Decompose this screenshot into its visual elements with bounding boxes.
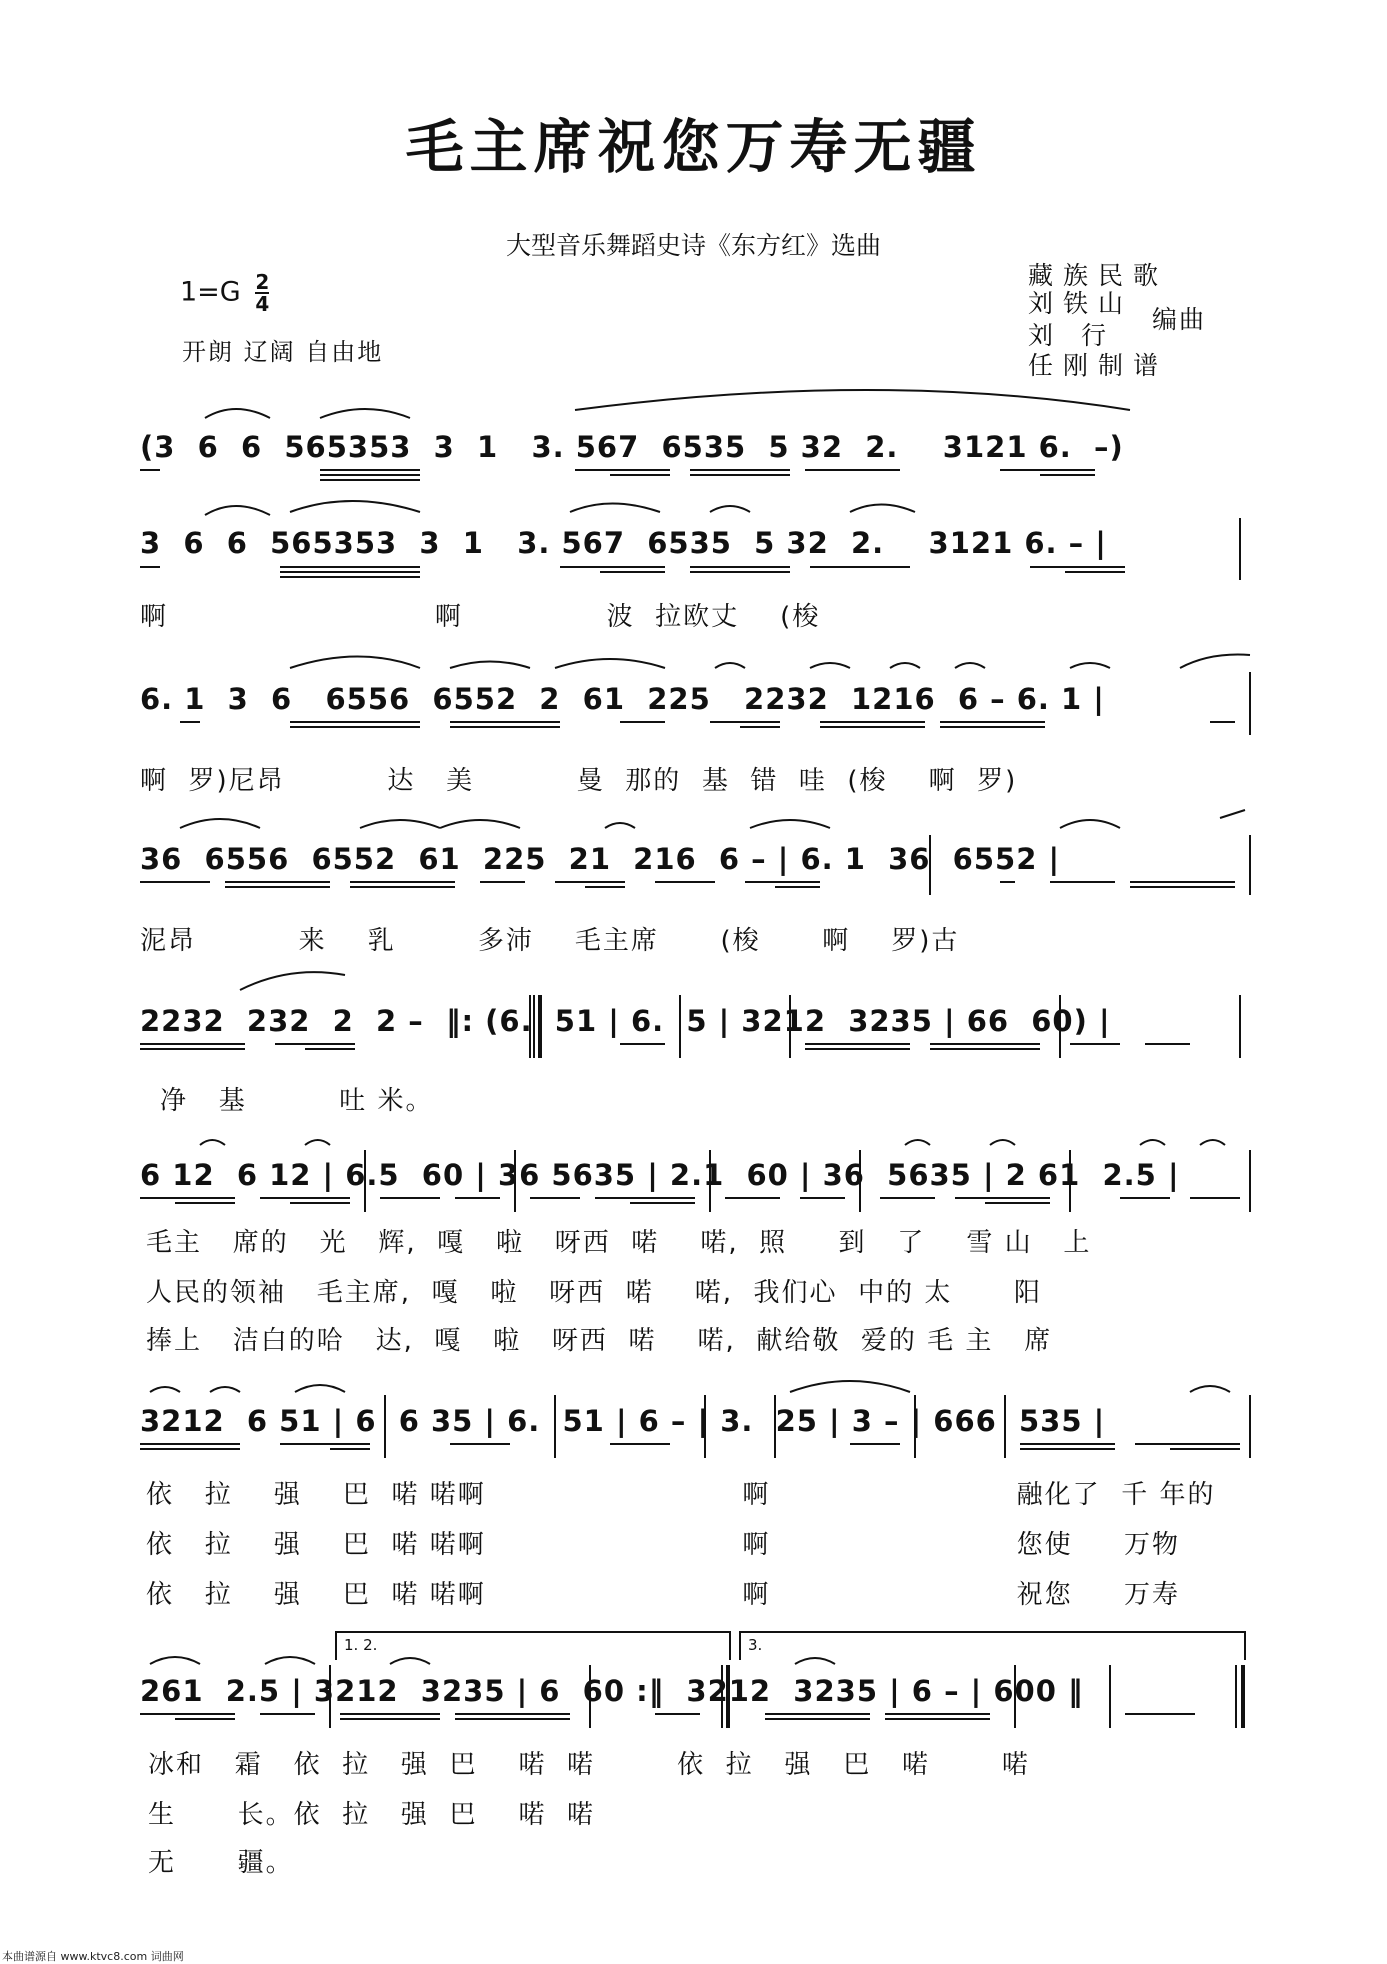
lyrics-line-7b: 依 拉 强 巴 喏 喏啊 啊 您使 万物	[146, 1530, 1180, 1560]
notation-line-6: 6 12 6 12 | 6.5 60 | 36 5635 | 2.1 60 | 36 5635 | 2 61 2.5 |	[140, 1158, 1180, 1192]
lyrics-line-2: 啊 啊 波 拉欧丈 (梭	[140, 602, 821, 632]
credit-transcriber: 任刚制谱	[1028, 351, 1169, 380]
lyrics-line-5: 净 基 吐 米。	[160, 1086, 434, 1116]
notation-line-4: 36 6556 6552 61 225 21 216 6 – | 6. 1 36 6552 |	[140, 842, 1061, 876]
volta-first: 1. 2.	[344, 1636, 378, 1654]
lyrics-line-4: 泥昂 来 乳 多沛 毛主席 (梭 啊 罗)古	[140, 926, 960, 956]
lyrics-line-7a: 依 拉 强 巴 喏 喏啊 啊 融化了 千 年的	[146, 1480, 1216, 1510]
tempo-marking: 开朗 辽阔 自由地	[182, 338, 384, 366]
lyrics-line-6a: 毛主 席的 光 辉, 嘎 啦 呀西 喏 喏, 照 到 了 雪 山 上	[146, 1228, 1092, 1258]
credit-arranger1: 刘铁山	[1028, 289, 1134, 318]
lyrics-line-8a: 冰和 霜 依 拉 强 巴 喏 喏 依 拉 强 巴 喏 喏	[148, 1750, 1030, 1780]
notation-line-7: 3212 6 51 | 6 6 35 | 6. 51 | 6 – | 3. 25 | 3 – | 666 535 |	[140, 1404, 1106, 1438]
lyrics-line-7c: 依 拉 强 巴 喏 喏啊 啊 祝您 万寿	[146, 1580, 1180, 1610]
notation-line-5: 2232 232 2 2 – ‖: (6. 51 | 6. 5 | 3212 3235 | 66 60) |	[140, 1004, 1111, 1038]
notation-line-2: 3 6 6 565353 3 1 3. 567 6535 5 32 2. 3121 6. – |	[140, 526, 1107, 560]
time-sig-bottom: 4	[255, 292, 270, 316]
credit-arranger2: 刘 行	[1028, 321, 1116, 350]
song-title: 毛主席祝您万寿无疆	[405, 113, 982, 181]
credit-origin: 藏族民歌	[1028, 261, 1169, 290]
notation-line-1: (3 6 6 565353 3 1 3. 567 6535 5 32 2. 3121 6. –)	[140, 430, 1124, 464]
lyrics-line-6b: 人民的领袖 毛主席, 嘎 啦 呀西 喏 喏, 我们心 中的 太 阳	[146, 1278, 1042, 1308]
footer-source: 本曲谱源自 www.ktvc8.com 词曲网	[2, 1950, 184, 1963]
volta-third: 3.	[748, 1636, 763, 1654]
lyrics-line-8c: 无 疆。	[148, 1848, 294, 1878]
key-label: 1=G	[180, 276, 241, 308]
notation-line-3: 6. 1 3 6 6556 6552 2 61 225 2232 1216 6 – 6. 1 |	[140, 682, 1105, 716]
lyrics-line-8b: 生 长。依 拉 强 巴 喏 喏	[148, 1800, 596, 1830]
credit-role: 编曲	[1152, 305, 1207, 334]
lyrics-line-3: 啊 罗)尼昂 达 美 曼 那的 基 错 哇 (梭 啊 罗)	[140, 766, 1018, 796]
lyrics-line-6c: 捧上 洁白的哈 达, 嘎 啦 呀西 喏 喏, 献给敬 爱的 毛 主 席	[146, 1326, 1053, 1356]
subtitle: 大型音乐舞蹈史诗《东方红》选曲	[505, 231, 881, 260]
notation-line-8: 261 2.5 | 3212 3235 | 6 60 :‖ 3212 3235 | 6 – | 600 ‖	[140, 1674, 1084, 1708]
time-sig-top: 2	[255, 270, 270, 294]
